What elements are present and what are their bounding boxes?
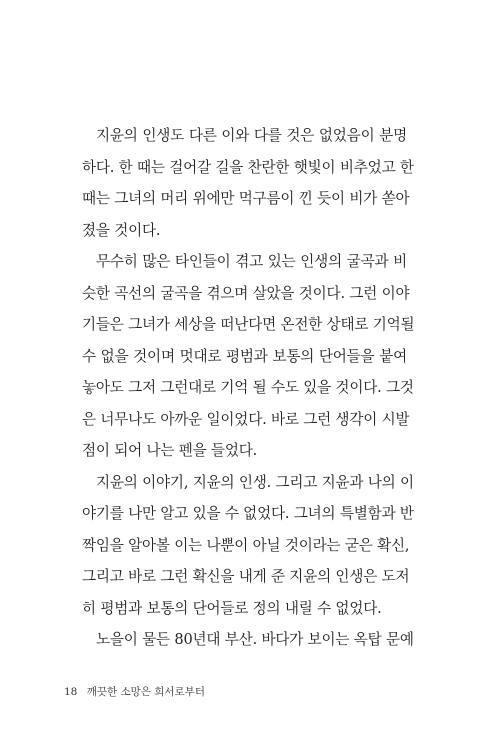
text-line: 히 평범과 보통의 단어들로 정의 내릴 수 없었다. [82, 599, 382, 617]
text-line: 때는 그녀의 머리 위에만 먹구름이 낀 듯이 비가 쏟아 [82, 190, 410, 207]
text-line: 점이 되어 나는 펜을 들었다. [82, 442, 258, 459]
text-line: 지윤의 이야기, 지윤의 인생. 그리고 지윤과 나의 이 [96, 473, 414, 491]
text-line: 졌을 것이다. [82, 221, 161, 239]
text-line: 노을이 물든 80년대 부산. 바다가 보이는 옥탑 문예 [96, 631, 414, 648]
text-line: 슷한 곡선의 굴곡을 겪으며 살았을 것이다. 그런 이야 [82, 284, 410, 302]
running-title: 깨끗한 소망은 희서로부터 [86, 686, 205, 698]
text-line: 놓아도 그저 그런대로 기억 될 수도 있을 것이다. 그것 [82, 379, 414, 396]
text-line: 하다. 한 때는 걸어갈 길을 찬란한 햇빛이 비추었고 한 [82, 158, 414, 176]
text-line: 수 없을 것이며 멋대로 평범과 보통의 단어들을 붙여 [82, 347, 407, 365]
text-line: 무수히 많은 타인들이 겪고 있는 인생의 굴곡과 비 [96, 253, 407, 270]
text-line: 기들은 그녀가 세상을 떠난다면 온전한 상태로 기억될 [82, 316, 415, 333]
page-footer [64, 684, 205, 699]
page-number: 18 [64, 686, 78, 698]
body-text [82, 120, 415, 656]
text-line: 은 너무나도 아까운 일이었다. 바로 그런 생각이 시발 [82, 410, 410, 428]
text-line: 야기를 나만 알고 있을 수 없었다. 그녀의 특별함과 반 [82, 505, 414, 522]
text-line: 지윤의 인생도 다른 이와 다를 것은 없었음이 분명 [96, 127, 407, 144]
text-line: 짝임을 알아볼 이는 나뿐이 아닐 것이라는 굳은 확신, [82, 536, 410, 554]
text-line: 그리고 바로 그런 확신을 내게 준 지윤의 인생은 도저 [82, 568, 410, 585]
